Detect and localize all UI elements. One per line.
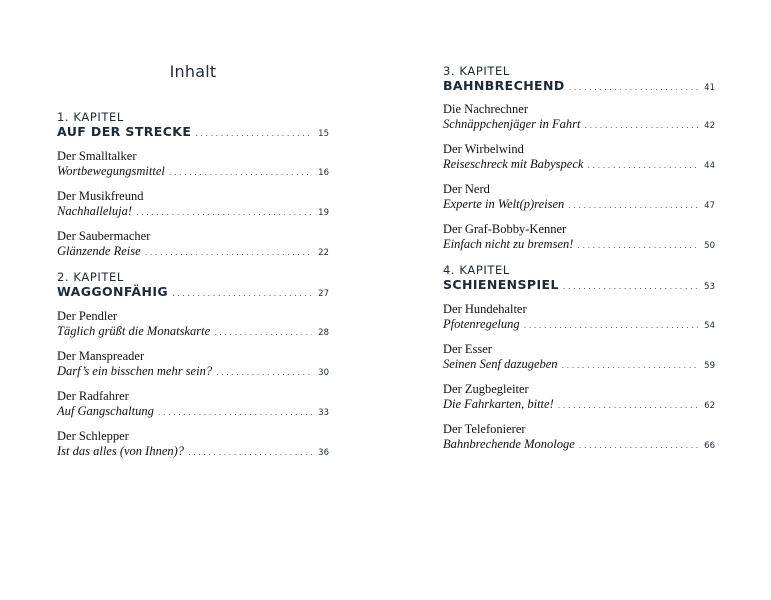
page-number: 41 <box>704 83 715 93</box>
entry-subtitle: Täglich grüßt die Monatskarte <box>57 324 211 338</box>
dot-leader <box>145 247 312 259</box>
dot-leader <box>172 288 312 300</box>
entry-name: Der Saubermacher <box>57 229 151 243</box>
entry-name: Der Radfahrer <box>57 389 129 403</box>
dot-leader <box>195 128 312 140</box>
page-number: 47 <box>704 201 715 211</box>
page-number: 66 <box>704 441 715 451</box>
entry-subtitle: Seinen Senf dazugeben <box>443 357 558 371</box>
toc-entry[interactable] <box>57 389 329 419</box>
page-number: 27 <box>318 289 329 299</box>
entry-subtitle: Ist das alles (von Ihnen)? <box>57 444 185 458</box>
toc-title: Inhalt <box>169 62 217 81</box>
entry-subtitle: Wortbewegungsmittel <box>57 164 165 178</box>
entry-subtitle: Experte in Welt(p)reisen <box>443 197 565 211</box>
entry-subtitle: Darf’s ein bisschen mehr sein? <box>57 364 213 378</box>
chapter-title: BAHNBRECHEND <box>443 78 565 93</box>
entry-name: Der Hundehalter <box>443 302 527 316</box>
page-number: 42 <box>704 121 715 131</box>
entry-name: Der Nerd <box>443 182 490 196</box>
page-number: 44 <box>704 161 715 171</box>
page-number: 62 <box>704 401 715 411</box>
entry-name: Der Smalltalker <box>57 149 137 163</box>
toc-entry[interactable] <box>443 142 715 172</box>
entry-subtitle: Auf Gangschaltung <box>57 404 154 418</box>
page-number: 33 <box>318 408 329 418</box>
dot-leader <box>563 281 698 293</box>
entry-name: Die Nachrechner <box>443 102 529 116</box>
toc-entry[interactable] <box>57 149 329 179</box>
chapter-heading[interactable] <box>57 271 329 300</box>
chapter-heading[interactable] <box>443 65 715 94</box>
entry-subtitle: Reiseschreck mit Babyspeck <box>443 157 584 171</box>
toc-entry[interactable] <box>57 189 329 219</box>
dot-leader <box>136 207 312 219</box>
page-number: 59 <box>704 361 715 371</box>
entry-subtitle: Nachhalleluja! <box>57 204 132 218</box>
page-number: 54 <box>704 321 715 331</box>
chapter-number: 1. KAPITEL <box>57 110 124 124</box>
dot-leader <box>214 327 312 339</box>
chapter-heading[interactable] <box>443 264 715 293</box>
toc-entry[interactable] <box>57 309 329 339</box>
entry-subtitle: Schnäppchenjäger in Fahrt <box>443 117 581 131</box>
entry-name: Der Manspreader <box>57 349 145 363</box>
toc-entry[interactable] <box>443 342 715 372</box>
page-number: 15 <box>318 129 329 139</box>
entry-name: Der Esser <box>443 342 492 356</box>
toc-entry[interactable] <box>443 222 715 252</box>
entry-name: Der Zugbegleiter <box>443 382 529 396</box>
page-number: 16 <box>318 168 329 178</box>
dot-leader <box>158 407 312 419</box>
page-number: 28 <box>318 328 329 338</box>
dot-leader <box>568 200 698 212</box>
toc-entry[interactable] <box>57 349 329 379</box>
dot-leader <box>579 440 698 452</box>
chapter-heading[interactable] <box>57 111 329 140</box>
toc-entry[interactable] <box>443 302 715 332</box>
entry-name: Der Musikfreund <box>57 189 144 203</box>
entry-name: Der Graf-Bobby-Kenner <box>443 222 567 236</box>
toc-entry[interactable] <box>443 422 715 452</box>
entry-subtitle: Bahnbrechende Monologe <box>443 437 575 451</box>
chapter-number: 4. KAPITEL <box>443 263 510 277</box>
toc-entry[interactable] <box>443 102 715 132</box>
entry-name: Der Schlepper <box>57 429 129 443</box>
page-number: 53 <box>704 282 715 292</box>
dot-leader <box>216 367 312 379</box>
toc-entry[interactable] <box>57 229 329 259</box>
entry-subtitle: Pfotenregelung <box>443 317 520 331</box>
page-number: 19 <box>318 208 329 218</box>
dot-leader <box>577 240 698 252</box>
chapter-title: AUF DER STRECKE <box>57 124 192 139</box>
entry-name: Der Wirbelwind <box>443 142 524 156</box>
dot-leader <box>524 320 698 332</box>
dot-leader <box>562 360 698 372</box>
entry-name: Der Pendler <box>57 309 118 323</box>
chapter-number: 3. KAPITEL <box>443 64 510 78</box>
dot-leader <box>587 160 698 172</box>
chapter-title: WAGGONFÄHIG <box>57 284 169 299</box>
dot-leader <box>558 400 698 412</box>
toc-entry[interactable] <box>443 182 715 212</box>
page-number: 22 <box>318 248 329 258</box>
toc-entry[interactable] <box>57 429 329 459</box>
page-number: 30 <box>318 368 329 378</box>
chapter-number: 2. KAPITEL <box>57 270 124 284</box>
dot-leader <box>169 167 312 179</box>
entry-subtitle: Glänzende Reise <box>57 244 141 258</box>
dot-leader <box>584 120 698 132</box>
toc-entry[interactable] <box>443 382 715 412</box>
page-number: 36 <box>318 448 329 458</box>
entry-name: Der Telefonierer <box>443 422 526 436</box>
entry-subtitle: Einfach nicht zu bremsen! <box>443 237 574 251</box>
dot-leader <box>569 82 698 94</box>
dot-leader <box>188 447 312 459</box>
page-number: 50 <box>704 241 715 251</box>
chapter-title: SCHIENENSPIEL <box>443 277 559 292</box>
entry-subtitle: Die Fahrkarten, bitte! <box>443 397 554 411</box>
